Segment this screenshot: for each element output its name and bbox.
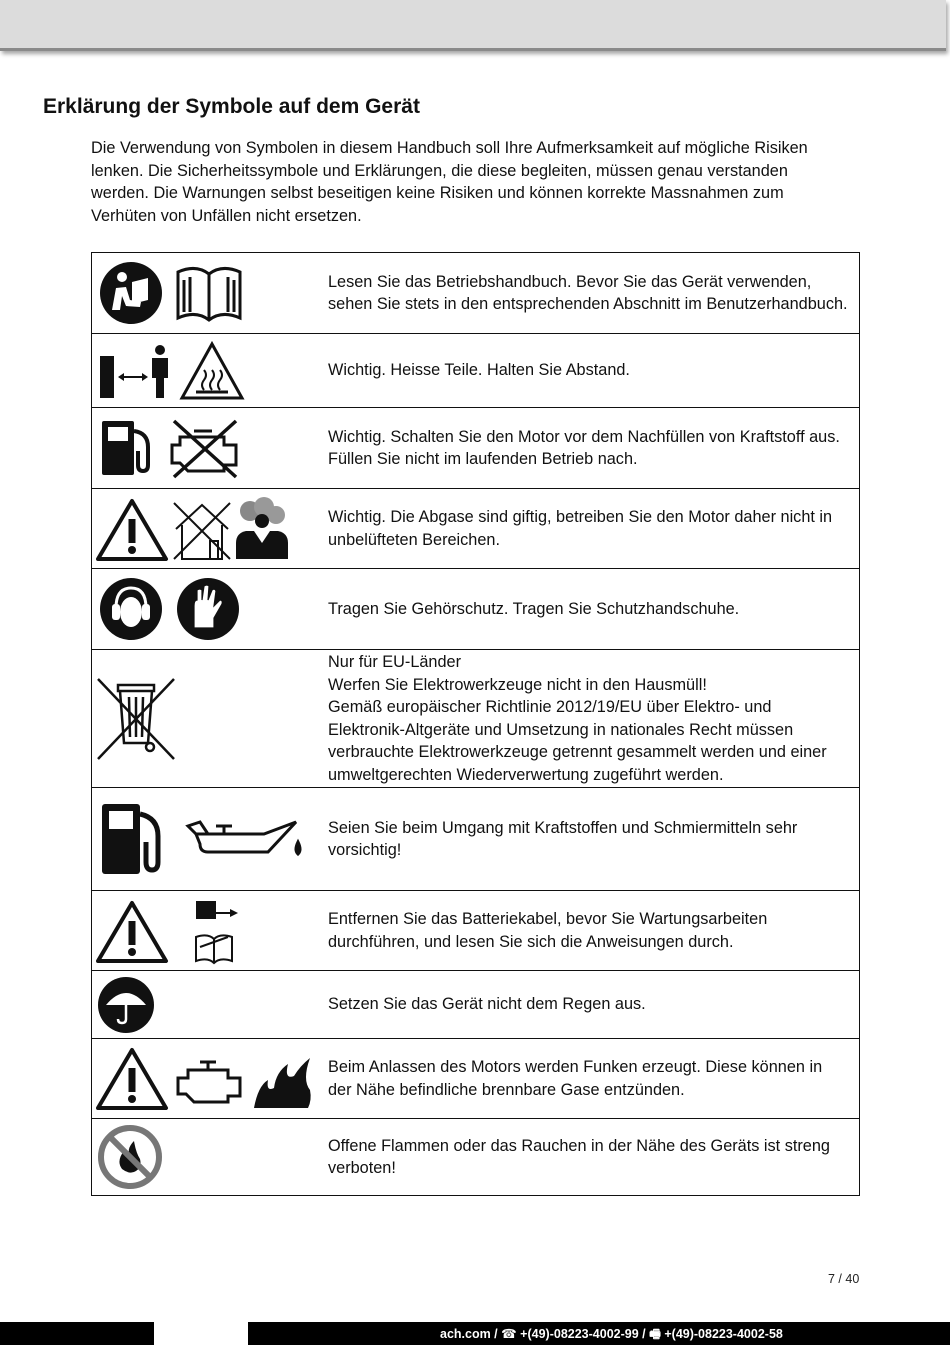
- symbol-icons: [92, 891, 323, 971]
- open-book-icon: [178, 268, 240, 320]
- symbol-icons: [92, 489, 323, 569]
- symbol-icons: [92, 650, 323, 788]
- page-title: Erklärung der Symbole auf dem Gerät: [43, 95, 420, 118]
- footer-contact: ach.com / ☎ +(49)-08223-4002-99 / 🖷 +(49)-08223-4002-58: [440, 1327, 783, 1341]
- fuel-pump-icon: [102, 804, 158, 874]
- symbol-icons: [92, 971, 323, 1039]
- flames-icon: [254, 1058, 311, 1108]
- symbol-description: Wichtig. Heisse Teile. Halten Sie Abstand.: [322, 334, 860, 408]
- house-crossed-icon: [174, 503, 230, 559]
- symbol-description: Lesen Sie das Betriebshandbuch. Bevor Sie das Gerät verwenden, sehen Sie stets in den entsprechenden Abschnitt im Benutzerhandbuch.: [322, 253, 860, 334]
- warning-triangle-icon: [98, 501, 166, 559]
- warning-triangle-icon: [98, 1050, 166, 1108]
- description-line: Gemäß europäischer Richtlinie 2012/19/EU über Elektro- und Elektronik-Altgeräte und Umsetzung in nationales Recht müssen verbrauchte Elektrowerkzeuge getrennt gesammelt werden und einer umweltgerechten Wiederverwertung zugeführt werden.: [328, 698, 827, 784]
- fuel-pump-icon: [102, 421, 148, 475]
- keep-distance-icon: [100, 345, 168, 398]
- symbol-row: [92, 1039, 860, 1119]
- engine-crossed-icon: [172, 421, 236, 477]
- symbol-description: Entfernen Sie das Batteriekabel, bevor Sie Wartungsarbeiten durchführen, und lesen Sie sich die Anweisungen durch.: [322, 891, 860, 971]
- symbol-row: [92, 408, 860, 489]
- symbol-row: [92, 253, 860, 334]
- symbol-row: [92, 971, 860, 1039]
- intro-paragraph: Die Verwendung von Symbolen in diesem Handbuch soll Ihre Aufmerksamkeit auf mögliche Risiken lenken. Die Sicherheitssymbole und Erklärungen, die diese begleiten, müssen genau verstanden werden. Die Warnungen selbst beseitigen keine Risiken und können korrekte Massnahmen zum Verhüten von Unfällen nicht ersetzen.: [91, 139, 808, 225]
- symbol-description: Setzen Sie das Gerät nicht dem Regen aus.: [322, 971, 860, 1039]
- symbol-row: [92, 650, 860, 788]
- umbrella-icon: [98, 977, 154, 1033]
- symbol-description: Wichtig. Die Abgase sind giftig, betreiben Sie den Motor daher nicht in unbelüfteten Bereichen.: [322, 489, 860, 569]
- read-manual-icon: [100, 262, 162, 324]
- symbol-icons: [92, 408, 323, 489]
- description-line: Werfen Sie Elektrowerkzeuge nicht in den Hausmüll!: [328, 675, 707, 694]
- symbol-row: [92, 891, 860, 971]
- symbol-description: Beim Anlassen des Motors werden Funken erzeugt. Diese können in der Nähe befindliche brennbare Gase entzünden.: [322, 1039, 860, 1119]
- toxic-fumes-icon: [236, 497, 288, 559]
- crossed-bin-icon: [98, 679, 174, 759]
- header-band: [0, 0, 946, 51]
- symbol-description: Offene Flammen oder das Rauchen in der Nähe des Geräts ist streng verboten!: [322, 1119, 860, 1196]
- engine-icon: [178, 1062, 240, 1102]
- hot-surface-warning-icon: [182, 344, 242, 398]
- symbol-icons: [92, 253, 323, 334]
- symbol-description: [322, 650, 860, 788]
- symbol-row: [92, 489, 860, 569]
- symbol-row: [92, 569, 860, 650]
- gloves-icon: [177, 578, 239, 640]
- warning-triangle-icon: [98, 903, 166, 961]
- symbol-icons: [92, 334, 323, 408]
- symbol-description: Tragen Sie Gehörschutz. Tragen Sie Schutzhandschuhe.: [322, 569, 860, 650]
- no-open-flame-icon: [101, 1128, 159, 1186]
- battery-disconnect-icon: [196, 901, 238, 963]
- footer-bar: [0, 1322, 154, 1345]
- oil-can-icon: [188, 822, 300, 854]
- symbol-row: [92, 1119, 860, 1196]
- symbols-table: [91, 252, 860, 1196]
- symbol-icons: [92, 1119, 323, 1196]
- page-number: 7 / 40: [828, 1272, 860, 1286]
- ear-protection-icon: [100, 578, 162, 640]
- symbol-row: [92, 788, 860, 891]
- symbol-row: [92, 334, 860, 408]
- symbol-icons: [92, 569, 323, 650]
- symbol-icons: [92, 788, 323, 891]
- symbol-description: Wichtig. Schalten Sie den Motor vor dem Nachfüllen von Kraftstoff aus. Füllen Sie nicht im laufenden Betrieb nach.: [322, 408, 860, 489]
- symbol-description: Seien Sie beim Umgang mit Kraftstoffen und Schmiermitteln sehr vorsichtig!: [322, 788, 860, 891]
- description-line: Nur für EU-Länder: [328, 653, 462, 671]
- symbol-icons: [92, 1039, 323, 1119]
